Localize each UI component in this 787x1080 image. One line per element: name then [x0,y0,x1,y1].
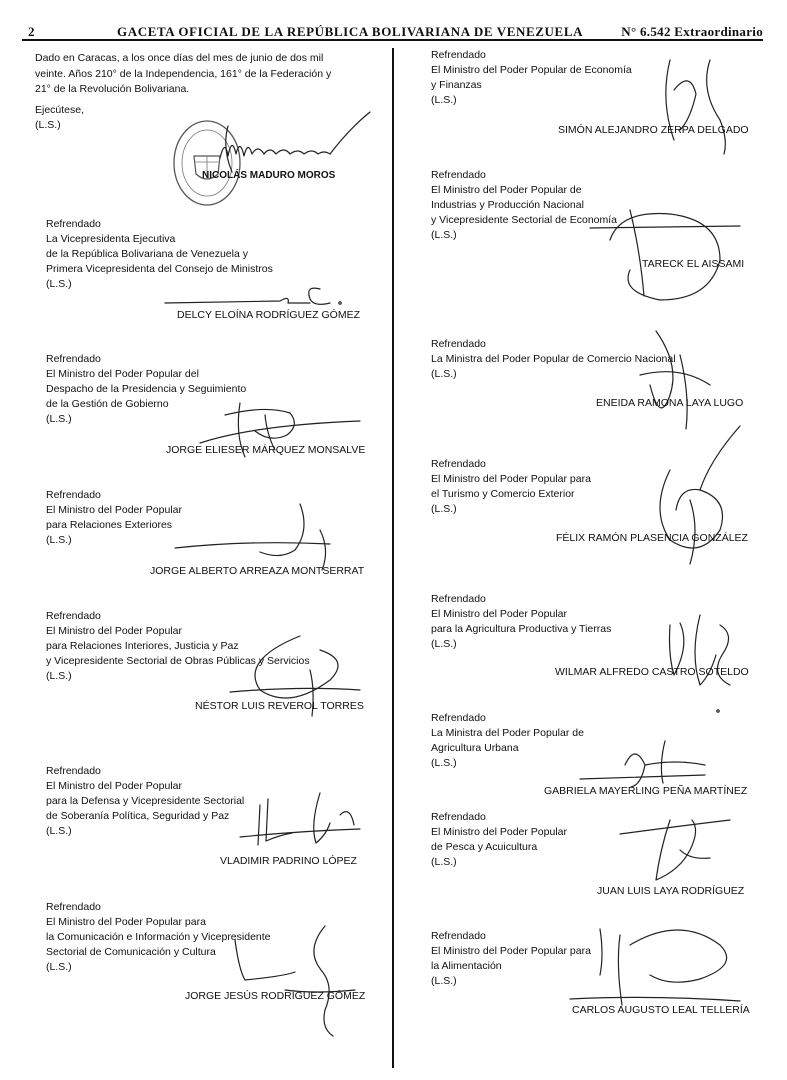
minister-title-line: la Comunicación e Información y Vicepresidente [46,931,271,943]
minister-title-line: el Turismo y Comercio Exterior [431,488,575,500]
minister-name: SIMÓN ALEJANDRO ZERPA DELGADO [558,124,749,136]
minister-title-line: para Relaciones Interiores, Justicia y Paz [46,640,239,652]
refrendado-label: Refrendado [46,489,101,501]
refrendado-label: Refrendado [46,610,101,622]
minister-title-line: y Vicepresidente Sectorial de Economía [431,214,617,226]
gazette-title: GACETA OFICIAL DE LA REPÚBLICA BOLIVARIANA DE VENEZUELA [117,24,584,39]
ls-label: (L.S.) [46,413,72,425]
minister-title-line: para Relaciones Exteriores [46,519,173,531]
refrendado-label: Refrendado [431,458,486,470]
signature [620,325,740,435]
intro-ls: (L.S.) [35,119,61,131]
minister-title-line: Sectorial de Comunicación y Cultura [46,946,216,958]
ls-label: (L.S.) [431,975,457,987]
header-rule [22,39,763,41]
minister-title-line: Primera Vicepresidenta del Consejo de Ministros [46,263,273,275]
minister-name: TARECK EL AISSAMI [642,258,745,270]
signature [660,605,750,715]
refrendado-label: Refrendado [431,930,486,942]
minister-title-line: Despacho de la Presidencia y Seguimiento [46,383,247,395]
intro-line-1: Dado en Caracas, a los once días del mes de junio de dos mil [35,52,324,64]
minister-title-line: de la República Bolivariana de Venezuela y [46,248,248,260]
ls-label: (L.S.) [431,368,457,380]
minister-title-line: Agricultura Urbana [431,742,519,754]
minister-name: JORGE JESÚS RODRÍGUEZ GÓMEZ [185,990,366,1002]
minister-title-line: de Soberanía Política, Seguridad y Paz [46,810,230,822]
minister-name: NÉSTOR LUIS REVEROL TORRES [195,700,364,712]
minister-title-line: La Vicepresidenta Ejecutiva [46,233,176,245]
ls-label: (L.S.) [431,757,457,769]
minister-title-line: de Pesca y Acuicultura [431,841,538,853]
minister-title-line: y Finanzas [431,79,482,91]
minister-title-line: El Ministro del Poder Popular [46,780,182,792]
president-name: NICOLÁS MADURO MOROS [202,170,336,181]
page-number: 2 [28,24,35,39]
intro-line-2: veinte. Años 210° de la Independencia, 161° de la Federación y [35,67,332,80]
signature [560,915,750,1015]
execute-label: Ejecútese, [35,104,85,116]
ls-label: (L.S.) [431,638,457,650]
refrendado-label: Refrendado [431,49,486,61]
refrendado-label: Refrendado [431,593,486,605]
refrendado-label: Refrendado [46,353,101,365]
ls-label: (L.S.) [46,670,72,682]
intro-line-3: 21° de la Revolución Bolivariana. [35,83,190,95]
refrendado-label: Refrendado [46,901,101,913]
signature [590,200,750,310]
ls-label: (L.S.) [431,503,457,515]
refrendado-label: Refrendado [46,218,101,230]
minister-name: JUAN LUIS LAYA RODRÍGUEZ [597,885,745,897]
minister-title-line: El Ministro del Poder Popular [46,625,182,637]
minister-title-line: El Ministro del Poder Popular para [46,916,206,928]
signature [225,920,365,1040]
signature [620,810,740,890]
ls-label: (L.S.) [46,278,72,290]
minister-title-line: El Ministro del Poder Popular de [431,184,582,196]
minister-title-line: la Alimentación [431,960,502,972]
refrendado-label: Refrendado [431,169,486,181]
minister-title-line: y Vicepresidente Sectorial de Obras Públicas y Servicios [46,655,310,667]
minister-title-line: El Ministro del Poder Popular [431,608,567,620]
minister-title-line: La Ministra del Poder Popular de [431,727,584,739]
minister-name: WILMAR ALFREDO CASTRO SOTELDO [555,666,749,678]
minister-title-line: El Ministro del Poder Popular [46,504,182,516]
refrendado-label: Refrendado [431,712,486,724]
signature [640,420,750,570]
minister-title-line: El Ministro del Poder Popular del [46,368,199,380]
minister-name: DELCY ELOÍNA RODRÍGUEZ GÓMEZ [177,309,361,321]
signature [640,50,750,160]
ls-label: (L.S.) [46,825,72,837]
ls-label: (L.S.) [46,961,72,973]
minister-title-line: Industrias y Producción Nacional [431,199,584,211]
minister-name: GABRIELA MAYERLING PEÑA MARTÍNEZ [544,785,748,797]
minister-title-line: El Ministro del Poder Popular para [431,473,591,485]
minister-name: ENEIDA RAMONA LAYA LUGO [596,397,744,409]
minister-title-line: de la Gestión de Gobierno [46,398,169,410]
minister-name: JORGE ALBERTO ARREAZA MONTSERRAT [150,565,365,577]
refrendado-label: Refrendado [431,338,486,350]
intro-paragraph [35,51,370,98]
minister-name: JORGE ELIESER MÁRQUEZ MONSALVE [166,444,366,456]
minister-name: CARLOS AUGUSTO LEAL TELLERÍA [572,1004,750,1016]
minister-title-line: El Ministro del Poder Popular para [431,945,591,957]
ls-label: (L.S.) [431,94,457,106]
issue-number: N° 6.542 Extraordinario [621,24,763,39]
minister-name: VLADIMIR PADRINO LÓPEZ [220,855,357,867]
minister-name: FÉLIX RAMÓN PLASENCIA GONZÁLEZ [556,532,748,544]
ls-label: (L.S.) [431,229,457,241]
signature [230,785,370,860]
gazette-header [22,22,763,40]
president-signature [210,108,380,188]
minister-title-line: para la Defensa y Vicepresidente Sectorial [46,795,245,807]
refrendado-label: Refrendado [46,765,101,777]
ls-label: (L.S.) [431,856,457,868]
minister-title-line: La Ministra del Poder Popular de Comercio Nacional [431,353,676,365]
refrendado-label: Refrendado [431,811,486,823]
column-divider [392,48,394,1068]
minister-title-line: para la Agricultura Productiva y Tierras [431,623,612,635]
ls-label: (L.S.) [46,534,72,546]
minister-title-line: El Ministro del Poder Popular de Economía [431,64,632,76]
minister-title-line: El Ministro del Poder Popular [431,826,567,838]
